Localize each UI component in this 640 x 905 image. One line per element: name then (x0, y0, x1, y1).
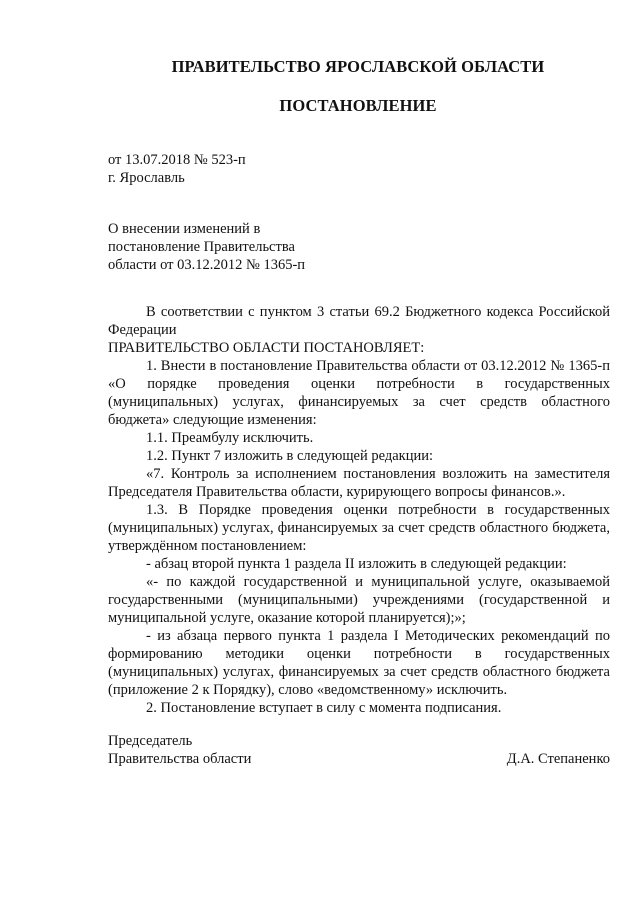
preamble: В соответствии с пунктом 3 статьи 69.2 Бюджетного кодекса Российской Федерации (108, 304, 610, 338)
paragraph-1-2-text: «7. Контроль за исполнением постановления возложить на заместителя Председателя Правительства области, курирующего вопросы финансов.». (108, 466, 610, 500)
signatory-name: Д.А. Степаненко (506, 751, 610, 767)
document-body (108, 303, 610, 717)
government-title: ПРАВИТЕЛЬСТВО ЯРОСЛАВСКОЙ ОБЛАСТИ (171, 57, 545, 76)
signature-row (108, 750, 610, 768)
paragraph-1-1: 1.1. Преамбулу исключить. (146, 430, 314, 446)
signatory-title-line-2: Правительства области (108, 751, 252, 767)
document-subject (108, 220, 305, 274)
signatory-title-line-1: Председатель (108, 733, 193, 749)
paragraph-1-3-b: - из абзаца первого пункта 1 раздела I Методических рекомендаций по формированию методики оценки потребности в государственных (муниципальных) услугах, финансируемых за счет средств областного бюджета (приложение 2 к Порядку), слово «ведомственному» исключить. (108, 628, 610, 698)
signature-block (108, 732, 610, 768)
subject-line-1: О внесении изменений в (108, 221, 261, 237)
paragraph-1-2: 1.2. Пункт 7 изложить в следующей редакции: (146, 448, 434, 464)
paragraph-2: 2. Постановление вступает в силу с момента подписания. (146, 700, 502, 716)
subject-line-2: постановление Правительства (108, 239, 295, 255)
paragraph-1-3-a: - абзац второй пункта 1 раздела II изложить в следующей редакции: (146, 556, 567, 572)
document-meta (108, 151, 246, 187)
paragraph-1-3: 1.3. В Порядке проведения оценки потребности в государственных (муниципальных) услугах, финансируемых за счет средств областного бюджета, утверждённом постановлением: (108, 502, 610, 554)
date-number: от 13.07.2018 № 523-п (108, 152, 246, 168)
paragraph-1-3-a-text: «- по каждой государственной и муниципальной услуге, оказываемой государственными (муниципальными) учреждениями (государственной и муниципальной услуге, оказание которой планируется);»; (108, 574, 610, 626)
document-type: ПОСТАНОВЛЕНИЕ (279, 96, 437, 115)
resolves-heading: ПРАВИТЕЛЬСТВО ОБЛАСТИ ПОСТАНОВЛЯЕТ: (108, 340, 425, 356)
paragraph-1: 1. Внести в постановление Правительства области от 03.12.2012 № 1365-п «О порядке проведения оценки потребности в государственных (муниципальных) услугах, финансируемых за счет средств областного бюджета» следующие изменения: (108, 358, 610, 428)
city: г. Ярославль (108, 170, 185, 186)
subject-line-3: области от 03.12.2012 № 1365-п (108, 257, 306, 273)
